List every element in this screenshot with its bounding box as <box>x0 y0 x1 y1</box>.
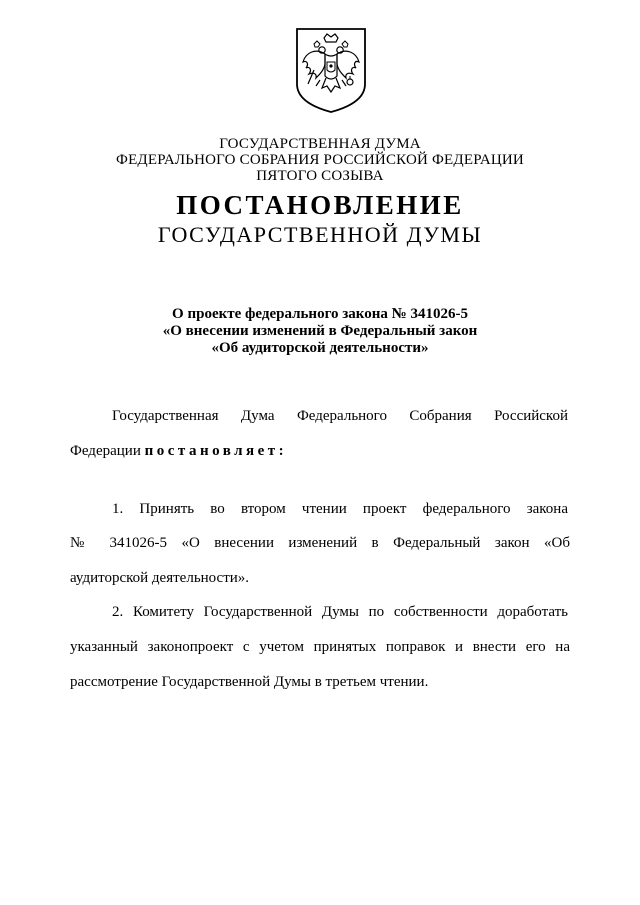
document-title: ПОСТАНОВЛЕНИЕ <box>176 190 464 220</box>
preamble-start: Федерации <box>70 443 141 459</box>
item1-line-3: аудиторской деятельности». <box>70 570 250 586</box>
item2-line-1: 2. Комитету Государственной Думы по собственности доработать <box>112 604 568 620</box>
item2-line-3: рассмотрение Государственной Думы в третьем чтении. <box>70 674 429 690</box>
coat-of-arms-icon <box>294 26 368 114</box>
preamble-line-2 <box>70 443 570 460</box>
item1-line-1: 1. Принять во втором чтении проект федерального закона <box>112 501 568 517</box>
header-line-convocation: ПЯТОГО СОЗЫВА <box>256 168 384 184</box>
preamble-line-1: Государственная Дума Федерального Собрания Российской <box>112 408 568 424</box>
caption-line-3: «Об аудиторской деятельности» <box>211 340 429 356</box>
caption-line-2: «О внесении изменений в Федеральный закон <box>162 323 478 339</box>
preamble-resolves: постановляет: <box>144 443 288 459</box>
header-line-chamber: ГОСУДАРСТВЕННАЯ ДУМА <box>219 136 421 152</box>
item2-line-2: указанный законопроект с учетом принятых поправок и внести его на <box>70 639 570 655</box>
document-caption <box>0 306 640 357</box>
document-subtitle: ГОСУДАРСТВЕННОЙ ДУМЫ <box>157 222 483 247</box>
header-block <box>0 136 640 184</box>
header-line-assembly: ФЕДЕРАЛЬНОГО СОБРАНИЯ РОССИЙСКОЙ ФЕДЕРАЦИИ <box>116 152 524 168</box>
item1-line-2: № 341026-5 «О внесении изменений в Федеральный закон «Об <box>70 535 570 551</box>
caption-line-1: О проекте федерального закона № 341026-5 <box>172 306 468 322</box>
